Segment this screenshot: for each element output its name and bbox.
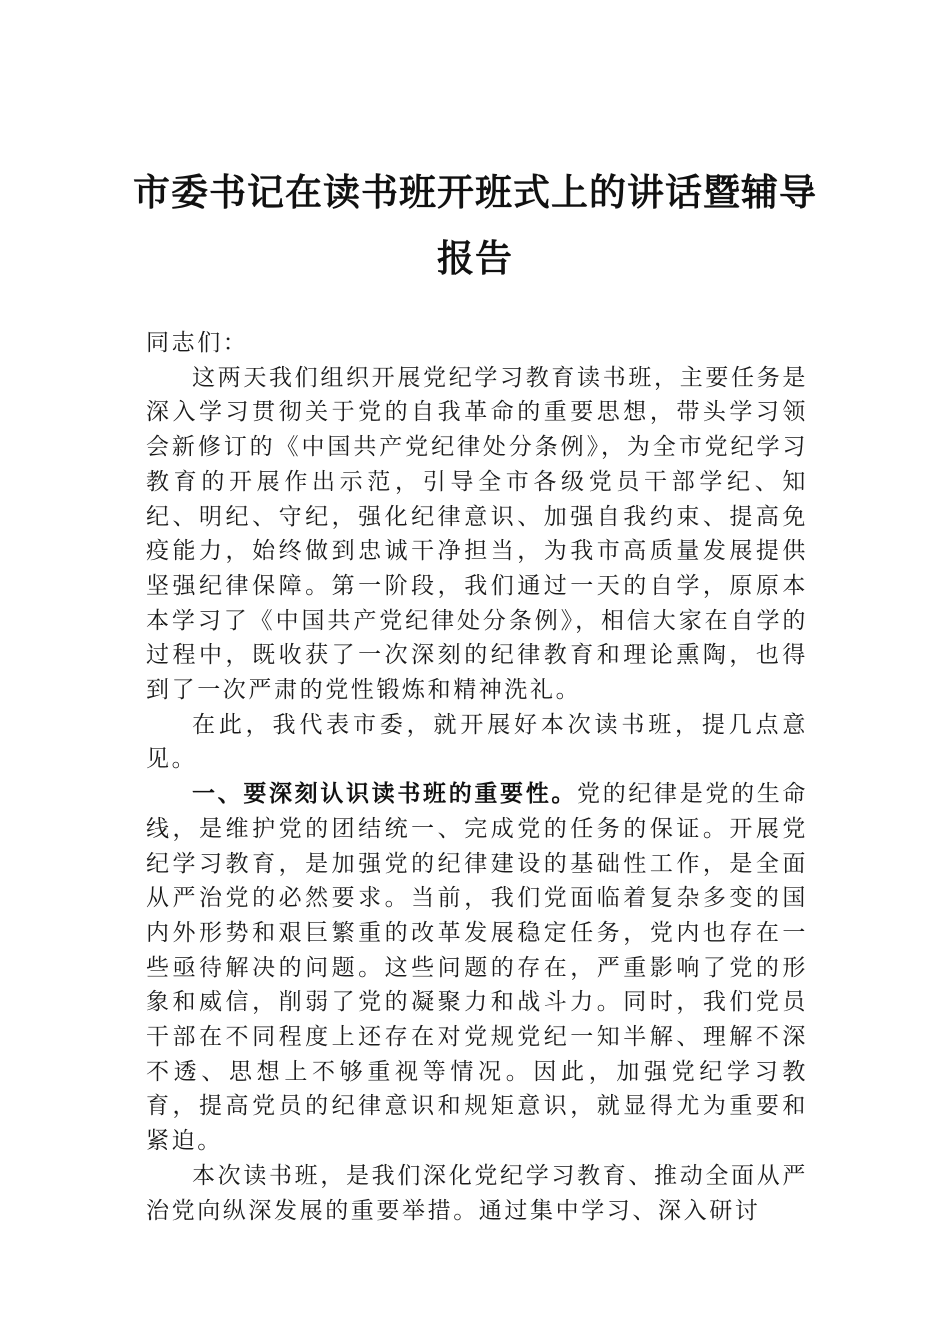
document-body xyxy=(146,326,808,1228)
section-1-heading: 一、要深刻认识读书班的重要性。 xyxy=(192,781,578,808)
paragraph-opinions: 在此，我代表市委，就开展好本次读书班，提几点意见。 xyxy=(146,711,808,773)
salutation: 同志们： xyxy=(146,330,249,356)
paragraph-reading-class: 本次读书班，是我们深化党纪学习教育、推动全面从严治党向纵深发展的重要举措。通过集中学习、深入研讨 xyxy=(146,1162,808,1224)
section-1-paragraph xyxy=(146,777,808,1159)
section-1-text: 党的纪律是党的生命线，是维护党的团结统一、完成党的任务的保证。开展党纪学习教育，是加强党的纪律建设的基础性工作，是全面从严治党的必然要求。当前，我们党面临着复杂多变的国内外形势和艰巨繁重的改革发展稳定任务，党内也存在一些亟待解决的问题。这些问题的存在，严重影响了党的形象和威信，削弱了党的凝聚力和战斗力。同时，我们党员干部在不同程度上还存在对党规党纪一知半解、理解不深不透、思想上不够重视等情况。因此，加强党纪学习教育，提高党员的纪律意识和规矩意识，就显得尤为重要和紧迫。 xyxy=(146,781,809,1155)
paragraph-intro: 这两天我们组织开展党纪学习教育读书班，主要任务是深入学习贯彻关于党的自我革命的重要思想，带头学习领会新修订的《中国共产党纪律处分条例》，为全市党纪学习教育的开展作出示范，引导全市各级党员干部学纪、知纪、明纪、守纪，强化纪律意识、加强自我约束、提高免疫能力，始终做到忠诚干净担当，为我市高质量发展提供坚强纪律保障。第一阶段，我们通过一天的自学，原原本本学习了《中国共产党纪律处分条例》，相信大家在自学的过程中，既收获了一次深刻的纪律教育和理论熏陶，也得到了一次严肃的党性锻炼和精神洗礼。 xyxy=(146,364,808,704)
document-title-line1: 市委书记在读书班开班式上的讲话暨辅导 xyxy=(133,170,817,214)
document-title-line2: 报告 xyxy=(437,236,513,280)
